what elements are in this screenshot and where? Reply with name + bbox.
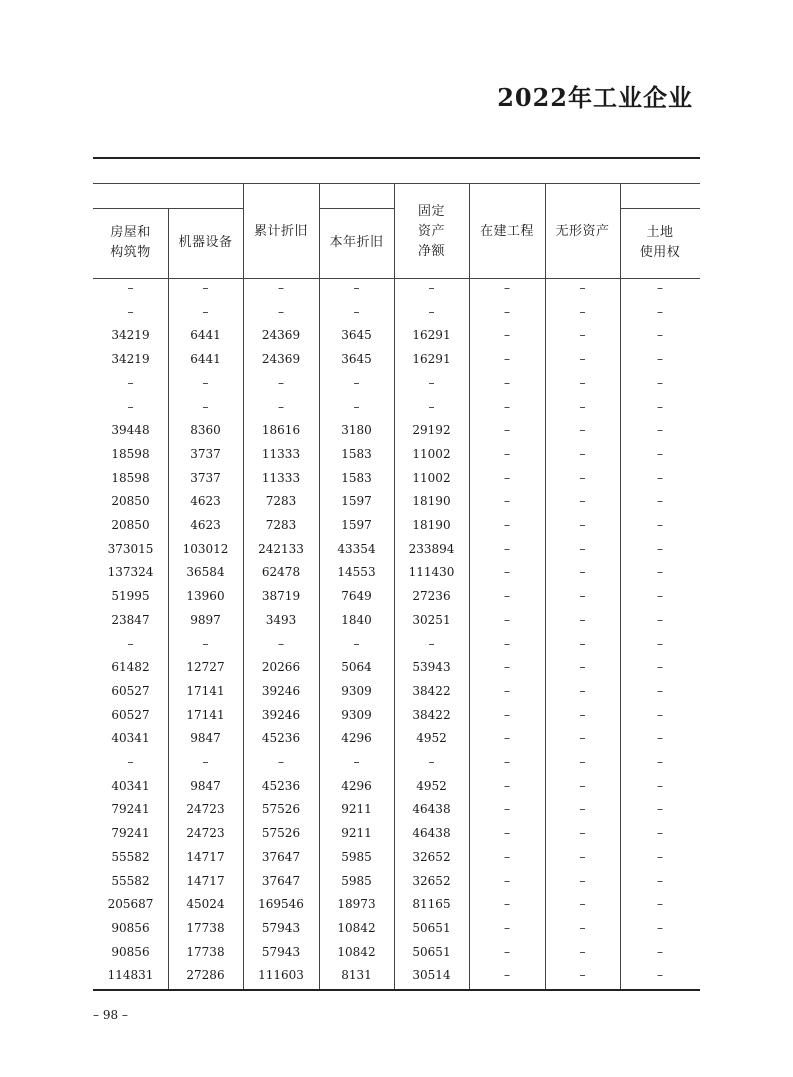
- table-cell: –: [353, 304, 360, 319]
- table-cell: –: [657, 849, 663, 864]
- table-cell: –: [353, 399, 360, 414]
- table-cell: –: [504, 565, 510, 580]
- table-cell: 20850: [111, 494, 150, 509]
- table-cell: 16291: [412, 328, 451, 343]
- header-top-rule: [93, 183, 700, 184]
- table-cell: –: [657, 826, 663, 841]
- table-cell: 79241: [111, 826, 150, 841]
- table-cell: –: [202, 755, 209, 769]
- table-cell: –: [278, 375, 284, 390]
- table-cell: 51995: [111, 589, 150, 604]
- table-cell: 17141: [186, 707, 225, 722]
- table-cell: 32652: [412, 873, 451, 888]
- table-cell: 1597: [341, 518, 372, 532]
- table-cell: 24369: [261, 352, 301, 367]
- table-cell: –: [657, 375, 663, 390]
- table-cell: 103012: [182, 541, 229, 556]
- table-cell: –: [579, 802, 586, 817]
- table-cell: –: [657, 446, 663, 461]
- table-cell: 60527: [111, 683, 150, 698]
- table-cell: 3645: [341, 328, 372, 343]
- table-cell: –: [202, 281, 209, 295]
- table-cell: –: [428, 636, 435, 651]
- table-cell: 37647: [261, 849, 301, 864]
- table-cell: 9211: [341, 802, 372, 817]
- table-cell: –: [504, 375, 510, 390]
- table-cell: –: [579, 683, 586, 698]
- table-cell: 1597: [341, 494, 372, 509]
- table-cell: 43354: [337, 541, 376, 556]
- table-cell: 27236: [412, 589, 451, 604]
- table-cell: –: [504, 281, 510, 295]
- table-cell: 60527: [111, 707, 150, 722]
- table-cell: 24369: [261, 328, 301, 343]
- table-cell: –: [504, 968, 510, 983]
- table-cell: 111430: [408, 565, 455, 580]
- table-cell: 45024: [186, 897, 225, 912]
- table-cell: –: [202, 304, 209, 319]
- table-cell: –: [657, 541, 663, 556]
- table-cell: –: [579, 968, 586, 983]
- table-cell: –: [657, 707, 663, 722]
- table-cell: –: [504, 778, 510, 793]
- table-cell: –: [579, 328, 586, 343]
- table-cell: –: [504, 328, 510, 343]
- table-cell: 79241: [111, 802, 150, 817]
- table-cell: –: [127, 281, 134, 295]
- table-cell: 46438: [412, 802, 451, 817]
- table-cell: 20850: [111, 518, 150, 532]
- table-cell: 14717: [186, 873, 225, 888]
- table-cell: 10842: [337, 944, 376, 959]
- table-cell: 30514: [412, 968, 451, 983]
- table-bottom-rule: [93, 989, 700, 991]
- table-cell: 5985: [341, 873, 372, 888]
- table-cell: 40341: [111, 731, 150, 746]
- table-cell: –: [657, 399, 663, 414]
- table-cell: –: [504, 541, 510, 556]
- table-cell: –: [504, 470, 510, 485]
- table-cell: –: [504, 683, 510, 698]
- table-cell: 14717: [186, 849, 225, 864]
- table-cell: –: [504, 612, 510, 627]
- table-cell: –: [353, 375, 360, 390]
- table-cell: –: [579, 707, 586, 722]
- table-cell: –: [657, 873, 663, 888]
- table-cell: –: [657, 802, 663, 817]
- table-cell: 205687: [107, 897, 154, 912]
- table-cell: –: [504, 755, 510, 769]
- table-cell: –: [657, 494, 663, 509]
- table-cell: 169546: [258, 897, 304, 912]
- column-header: 无形资产: [555, 223, 610, 239]
- table-cell: –: [657, 281, 663, 295]
- table-cell: –: [353, 281, 360, 295]
- table-cell: 45236: [261, 731, 301, 746]
- table-cell: –: [657, 304, 663, 319]
- table-cell: –: [202, 375, 209, 390]
- table-cell: –: [579, 304, 586, 319]
- table-cell: 6441: [190, 352, 221, 367]
- table-cell: 57943: [261, 944, 301, 959]
- table-cell: 9847: [190, 731, 221, 746]
- table-cell: 9211: [341, 826, 372, 841]
- table-cell: –: [657, 470, 663, 485]
- table-cell: –: [579, 352, 586, 367]
- table-cell: 45236: [261, 778, 301, 793]
- table-cell: –: [504, 920, 510, 935]
- table-cell: –: [657, 920, 663, 935]
- table-cell: –: [127, 636, 134, 651]
- table-cell: –: [657, 755, 663, 769]
- table-cell: 7649: [341, 589, 372, 604]
- table-cell: 11333: [261, 470, 301, 485]
- table-cell: 57526: [261, 826, 301, 841]
- table-cell: 30251: [412, 612, 451, 627]
- table-cell: 20266: [261, 660, 301, 675]
- table-cell: 5064: [341, 660, 372, 675]
- table-cell: –: [202, 636, 209, 651]
- table-cell: 4623: [190, 518, 221, 532]
- table-cell: –: [504, 849, 510, 864]
- table-cell: 53943: [412, 660, 451, 675]
- table-cell: –: [428, 304, 435, 319]
- table-cell: 81165: [412, 897, 451, 912]
- page-number: – 98 –: [93, 1008, 128, 1022]
- table-cell: –: [657, 660, 663, 675]
- table-cell: 18598: [111, 446, 150, 461]
- table-cell: –: [353, 636, 360, 651]
- table-cell: –: [579, 423, 586, 438]
- column-header: 本年折旧: [329, 235, 384, 250]
- table-cell: –: [504, 873, 510, 888]
- table-cell: 4296: [341, 731, 372, 746]
- table-cell: –: [579, 589, 586, 604]
- table-cell: –: [579, 897, 586, 912]
- table-cell: –: [657, 612, 663, 627]
- table-cell: 11002: [412, 470, 451, 485]
- table-cell: 14553: [337, 565, 376, 580]
- table-cell: –: [278, 304, 284, 319]
- column-header: 固定 资产 净额: [417, 203, 445, 259]
- table-cell: 5985: [341, 849, 372, 864]
- column-header: 房屋和 构筑物: [110, 225, 151, 260]
- table-cell: –: [579, 944, 586, 959]
- table-cell: 9897: [190, 612, 221, 627]
- page-title: 2022年工业企业: [497, 83, 693, 112]
- table-cell: 7283: [265, 494, 297, 509]
- table-cell: 55582: [111, 873, 150, 888]
- table-cell: –: [657, 565, 663, 580]
- table-cell: 18973: [337, 897, 376, 912]
- table-cell: 90856: [111, 944, 150, 959]
- table-cell: –: [579, 375, 586, 390]
- table-cell: 7283: [265, 518, 297, 532]
- table-cell: –: [579, 636, 586, 651]
- table-cell: –: [657, 328, 663, 343]
- table-cell: 40341: [111, 778, 150, 793]
- table-cell: –: [657, 589, 663, 604]
- table-cell: 23847: [111, 612, 150, 627]
- table-cell: 50651: [412, 920, 451, 935]
- table-cell: 9847: [190, 778, 221, 793]
- table-cell: 18190: [412, 518, 451, 532]
- table-cell: 38422: [412, 707, 451, 722]
- table-cell: –: [127, 399, 134, 414]
- table-cell: –: [127, 755, 134, 769]
- table-cell: 39246: [261, 707, 301, 722]
- table-cell: 111603: [258, 968, 304, 983]
- table-cell: 17738: [186, 944, 225, 959]
- table-cell: –: [504, 897, 510, 912]
- table-cell: 24723: [186, 826, 225, 841]
- table-cell: 39448: [111, 423, 150, 438]
- table-cell: –: [504, 944, 510, 959]
- table-cell: –: [579, 565, 586, 580]
- table-cell: 3737: [190, 446, 221, 461]
- table-cell: 32652: [412, 849, 451, 864]
- table-cell: 62478: [261, 565, 301, 580]
- column-header: 在建工程: [479, 223, 534, 239]
- table-cell: 29192: [412, 423, 451, 438]
- table-cell: –: [428, 755, 435, 769]
- table-cell: –: [657, 636, 663, 651]
- table-cell: 4952: [416, 731, 447, 746]
- table-cell: –: [657, 968, 663, 983]
- table-cell: –: [657, 944, 663, 959]
- table-cell: –: [579, 755, 586, 769]
- table-cell: –: [428, 399, 435, 414]
- table-cell: 57943: [261, 920, 301, 935]
- table-cell: 13960: [186, 589, 225, 604]
- table-cell: –: [579, 660, 586, 675]
- table-cell: 18598: [111, 470, 150, 485]
- table-cell: 4296: [341, 778, 372, 793]
- table-cell: –: [579, 494, 586, 509]
- table-cell: 4952: [416, 778, 447, 793]
- table-cell: 9309: [341, 683, 372, 698]
- table-cell: –: [579, 612, 586, 627]
- table-cell: 1840: [341, 612, 372, 627]
- table-cell: 17738: [186, 920, 225, 935]
- table-cell: 8360: [190, 423, 221, 438]
- table-cell: 90856: [111, 920, 150, 935]
- table-cell: –: [202, 399, 209, 414]
- table-cell: 55582: [111, 849, 150, 864]
- table-cell: 37647: [261, 873, 301, 888]
- table-cell: –: [353, 755, 360, 769]
- column-header: 累计折旧: [253, 223, 308, 239]
- table-cell: 38719: [261, 589, 301, 604]
- table-cell: 27286: [186, 968, 225, 983]
- table-cell: –: [579, 541, 586, 556]
- table-cell: 11333: [261, 446, 301, 461]
- table-cell: 34219: [111, 328, 150, 343]
- table-cell: 3737: [190, 470, 221, 485]
- column-header: 土地 使用权: [639, 225, 681, 260]
- table-cell: 242133: [258, 541, 304, 556]
- table-cell: –: [657, 897, 663, 912]
- table-cell: 373015: [107, 541, 154, 556]
- table-cell: –: [579, 470, 586, 485]
- table-cell: –: [428, 375, 435, 390]
- table-cell: 18616: [261, 423, 301, 438]
- table-cell: 3645: [341, 352, 372, 367]
- table-cell: –: [579, 849, 586, 864]
- table-cell: –: [504, 494, 510, 509]
- table-cell: 12727: [186, 660, 225, 675]
- table-cell: –: [657, 731, 663, 746]
- table-cell: –: [579, 446, 586, 461]
- table-cell: 3180: [341, 423, 372, 438]
- table-cell: –: [127, 375, 134, 390]
- table-cell: –: [504, 399, 510, 414]
- table-cell: –: [579, 731, 586, 746]
- table-cell: –: [579, 281, 586, 295]
- table-cell: –: [657, 778, 663, 793]
- table-cell: 61482: [111, 660, 150, 675]
- table-cell: –: [428, 281, 435, 295]
- table-cell: 17141: [186, 683, 225, 698]
- table-cell: –: [504, 423, 510, 438]
- table-cell: 46438: [412, 826, 451, 841]
- table-cell: –: [579, 826, 586, 841]
- table-cell: –: [504, 352, 510, 367]
- table-cell: –: [579, 399, 586, 414]
- table-cell: –: [579, 518, 586, 532]
- table-cell: 114831: [107, 968, 154, 983]
- table-cell: 8131: [341, 968, 372, 983]
- table-cell: –: [579, 778, 586, 793]
- table-cell: –: [278, 636, 284, 651]
- table-cell: 36584: [186, 565, 225, 580]
- table-cell: 6441: [190, 328, 221, 343]
- table-cell: 4623: [190, 494, 221, 509]
- table-cell: –: [579, 873, 586, 888]
- table-cell: –: [504, 707, 510, 722]
- table-cell: 137324: [107, 565, 154, 580]
- table-cell: –: [504, 636, 510, 651]
- table-cell: –: [278, 755, 284, 769]
- table-cell: 16291: [412, 352, 451, 367]
- table-cell: 34219: [111, 352, 150, 367]
- table-cell: 11002: [412, 446, 451, 461]
- table-cell: –: [579, 920, 586, 935]
- table-cell: 1583: [341, 446, 372, 461]
- table-cell: 10842: [337, 920, 376, 935]
- table-cell: 3493: [265, 612, 297, 627]
- table-cell: –: [127, 304, 134, 319]
- table-cell: 57526: [261, 802, 301, 817]
- table-cell: 39246: [261, 683, 301, 698]
- table-cell: –: [657, 352, 663, 367]
- table-cell: –: [504, 446, 510, 461]
- table-cell: 18190: [412, 494, 451, 509]
- column-header: 机器设备: [178, 235, 233, 250]
- table-cell: –: [504, 660, 510, 675]
- table-cell: 24723: [186, 802, 225, 817]
- table-cell: 38422: [412, 683, 451, 698]
- table-cell: –: [657, 423, 663, 438]
- table-cell: –: [504, 802, 510, 817]
- table-cell: –: [504, 518, 510, 532]
- table-cell: –: [657, 518, 663, 532]
- table-cell: –: [278, 281, 284, 295]
- table-cell: 50651: [412, 944, 451, 959]
- table-cell: –: [504, 589, 510, 604]
- table-cell: –: [504, 304, 510, 319]
- table-cell: –: [504, 731, 510, 746]
- table-cell: –: [657, 683, 663, 698]
- table-cell: –: [278, 399, 284, 414]
- table-cell: 233894: [408, 541, 455, 556]
- table-cell: 1583: [341, 470, 372, 485]
- table-cell: –: [504, 826, 510, 841]
- table-top-rule: [93, 157, 700, 159]
- table-cell: 9309: [341, 707, 372, 722]
